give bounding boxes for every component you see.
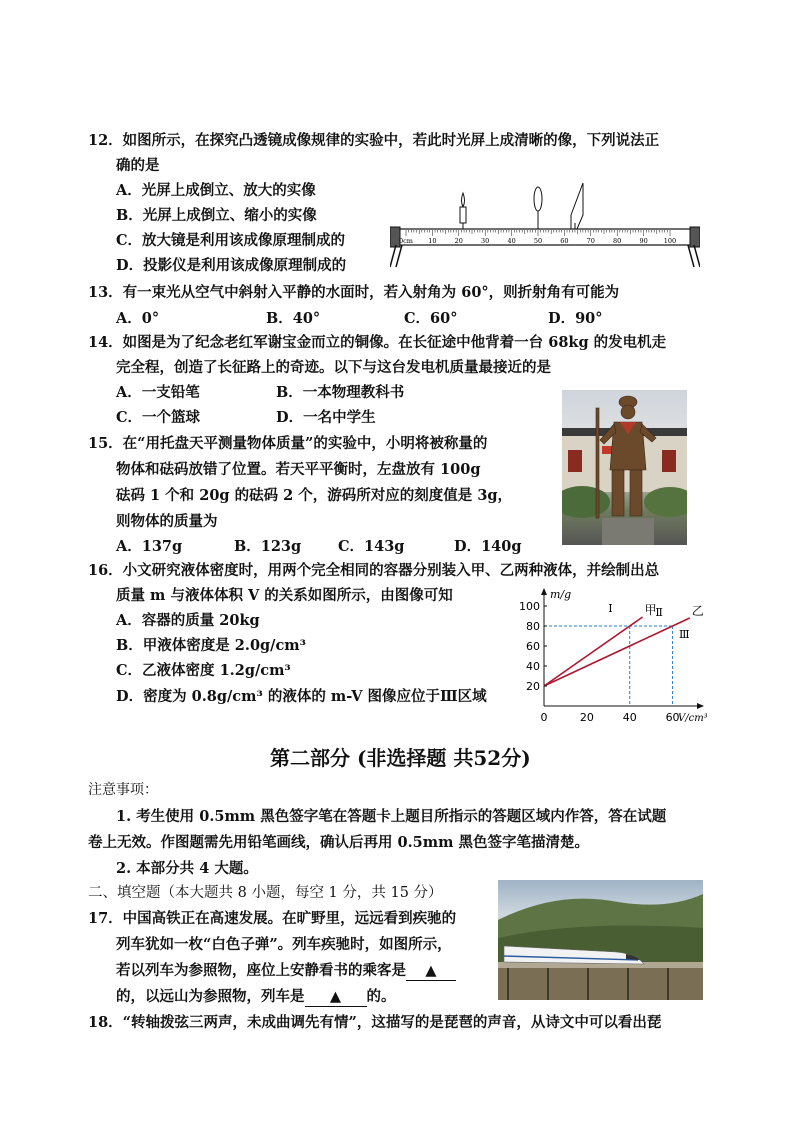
ruler-tick-label: 100 xyxy=(663,237,677,245)
y-tick-label: 20 xyxy=(526,680,540,693)
x-tick-label: 40 xyxy=(622,711,637,724)
mass-volume-chart xyxy=(516,586,714,726)
notice-item1-line2: 卷上无效。作图题需先用铅笔画线，确认后再用 0.5mm 黑色签字笔描清楚。 xyxy=(88,834,590,851)
q17-answer-blank-1[interactable]: ▲ xyxy=(406,962,456,981)
ruler-tick-label: 90 xyxy=(639,237,648,245)
q12-option-d: D．投影仪是利用该成像原理制成的 xyxy=(116,257,347,274)
q17-line1: 17．中国高铁正在高速发展。在旷野里，远远看到疾驰的 xyxy=(88,910,457,927)
y-tick-label: 60 xyxy=(526,640,540,653)
q17-line2: 列车犹如一枚“白色子弹”。列车疾驰时，如图所示， xyxy=(116,936,452,953)
series-label-甲: 甲 xyxy=(644,603,657,617)
q15-option-a: A．137g xyxy=(116,538,183,555)
ruler-tick-label: 60 xyxy=(560,237,569,245)
series-label-乙: 乙 xyxy=(691,604,704,618)
part2-title: 第二部分 (非选择题 共52分) xyxy=(270,746,531,770)
x-axis-label: V/cm³ xyxy=(678,713,708,724)
q12-option-b: B．光屏上成倒立、缩小的实像 xyxy=(116,207,317,224)
q16-option-d: D．密度为 0.8g/cm³ 的液体的 m-V 图像应位于Ⅲ区域 xyxy=(116,688,487,705)
region-label: Ⅱ xyxy=(655,606,663,619)
q14-option-c: C．一个篮球 xyxy=(116,409,201,426)
q16-option-b: B．甲液体密度是 2.0g/cm³ xyxy=(116,637,306,654)
q12-stem-line1: 12．如图所示，在探究凸透镜成像规律的实验中，若此时光屏上成清晰的像，下列说法正 xyxy=(88,132,660,149)
statue-photo xyxy=(562,390,687,545)
fill-in-section-heading: 二、填空题（本大题共 8 小题，每空 1 分，共 15 分） xyxy=(88,885,443,901)
train-photo xyxy=(498,880,703,1000)
ruler-tick-label: 0cm xyxy=(399,237,413,245)
y-tick-label: 40 xyxy=(526,660,540,673)
ruler-tick-label: 10 xyxy=(428,237,437,245)
q16-stem-line1: 16．小文研究液体密度时，用两个完全相同的容器分别装入甲、乙两种液体，并绘制出总 xyxy=(88,562,660,579)
q15-line3: 砝码 1 个和 20g 的砝码 2 个，游码所对应的刻度值是 3g， xyxy=(116,487,513,504)
q16-stem-line2: 质量 m 与液体体积 V 的关系如图所示，由图像可知 xyxy=(116,587,453,604)
ruler-tick-label: 50 xyxy=(533,237,543,245)
q13-option-a: A．0° xyxy=(116,310,160,327)
q14-option-b: B．一本物理教科书 xyxy=(276,384,405,401)
series-line-甲 xyxy=(544,617,643,686)
q14-stem-line1: 14．如图是为了纪念老红军谢宝金而立的铜像。在长征途中他背着一台 68kg 的发电机走 xyxy=(88,334,667,351)
q15-line2: 物体和砝码放错了位置。若天平平衡时，左盘放有 100g xyxy=(116,461,481,478)
q15-line1: 15．在“用托盘天平测量物体质量”的实验中，小明将被称量的 xyxy=(88,435,488,452)
q17-answer-blank-2[interactable]: ▲ xyxy=(305,988,367,1007)
q14-stem-line2: 完全程，创造了长征路上的奇迹。以下与这台发电机质量最接近的是 xyxy=(116,359,551,376)
notice-item1-line1: 1. 考生使用 0.5mm 黑色签字笔在答题卡上题目所指示的答题区域内作答，答在试题 xyxy=(116,808,667,825)
y-tick-label: 80 xyxy=(526,620,540,633)
ruler-tick-label: 70 xyxy=(586,237,595,245)
q16-option-c: C．乙液体密度 1.2g/cm³ xyxy=(116,662,291,679)
x-axis-arrow xyxy=(697,703,704,709)
q17-line3: 若以列车为参照物，座位上安静看书的乘客是 ▲ xyxy=(116,962,456,981)
q15-option-c: C．143g xyxy=(338,538,405,555)
q13-option-d: D．90° xyxy=(548,310,603,327)
q14-option-a: A．一支铅笔 xyxy=(116,384,200,401)
y-tick-label: 100 xyxy=(519,600,540,613)
q12-option-c: C．放大镜是利用该成像原理制成的 xyxy=(116,232,346,249)
q15-option-b: B．123g xyxy=(234,538,302,555)
notice-item2: 2. 本部分共 4 大题。 xyxy=(116,860,258,877)
ruler-tick-label: 40 xyxy=(507,237,516,245)
series-line-乙 xyxy=(544,618,690,686)
q18-line1: 18．“转轴拨弦三两声，未成曲调先有情”，这描写的是琵琶的声音，从诗文中可以看出琵 xyxy=(88,1014,662,1031)
y-axis-arrow xyxy=(541,588,547,595)
q13-option-b: B．40° xyxy=(266,310,321,327)
ruler-tick-label: 20 xyxy=(454,237,463,245)
q12-stem-line2: 确的是 xyxy=(116,157,160,174)
optical-bench-figure xyxy=(390,183,700,268)
convex-lens-icon xyxy=(533,187,543,233)
x-tick-label: 60 xyxy=(665,711,680,724)
candle-icon xyxy=(458,193,468,233)
region-label: Ⅰ xyxy=(608,602,613,615)
notice-label: 注意事项： xyxy=(88,782,158,798)
q13-stem: 13．有一束光从空气中斜射入平静的水面时，若入射角为 60°，则折射角有可能为 xyxy=(88,284,620,301)
q14-option-d: D．一名中学生 xyxy=(276,409,376,426)
q16-option-a: A．容器的质量 20kg xyxy=(116,612,260,629)
ruler-tick-label: 80 xyxy=(613,237,622,245)
ruler-tick-label: 30 xyxy=(481,237,490,245)
q15-line4: 则物体的质量为 xyxy=(116,513,218,530)
q15-option-d: D．140g xyxy=(454,538,522,555)
x-tick-label: 20 xyxy=(579,711,594,724)
y-axis-label: m/g xyxy=(550,588,572,601)
q17-line4: 的，以远山为参照物，列车是 ▲ 的。 xyxy=(116,988,396,1005)
q13-option-c: C．60° xyxy=(404,310,458,327)
x-tick-label: 0 xyxy=(540,711,548,724)
q12-option-a: A．光屏上成倒立、放大的实像 xyxy=(116,182,316,199)
region-label: Ⅲ xyxy=(679,628,690,641)
